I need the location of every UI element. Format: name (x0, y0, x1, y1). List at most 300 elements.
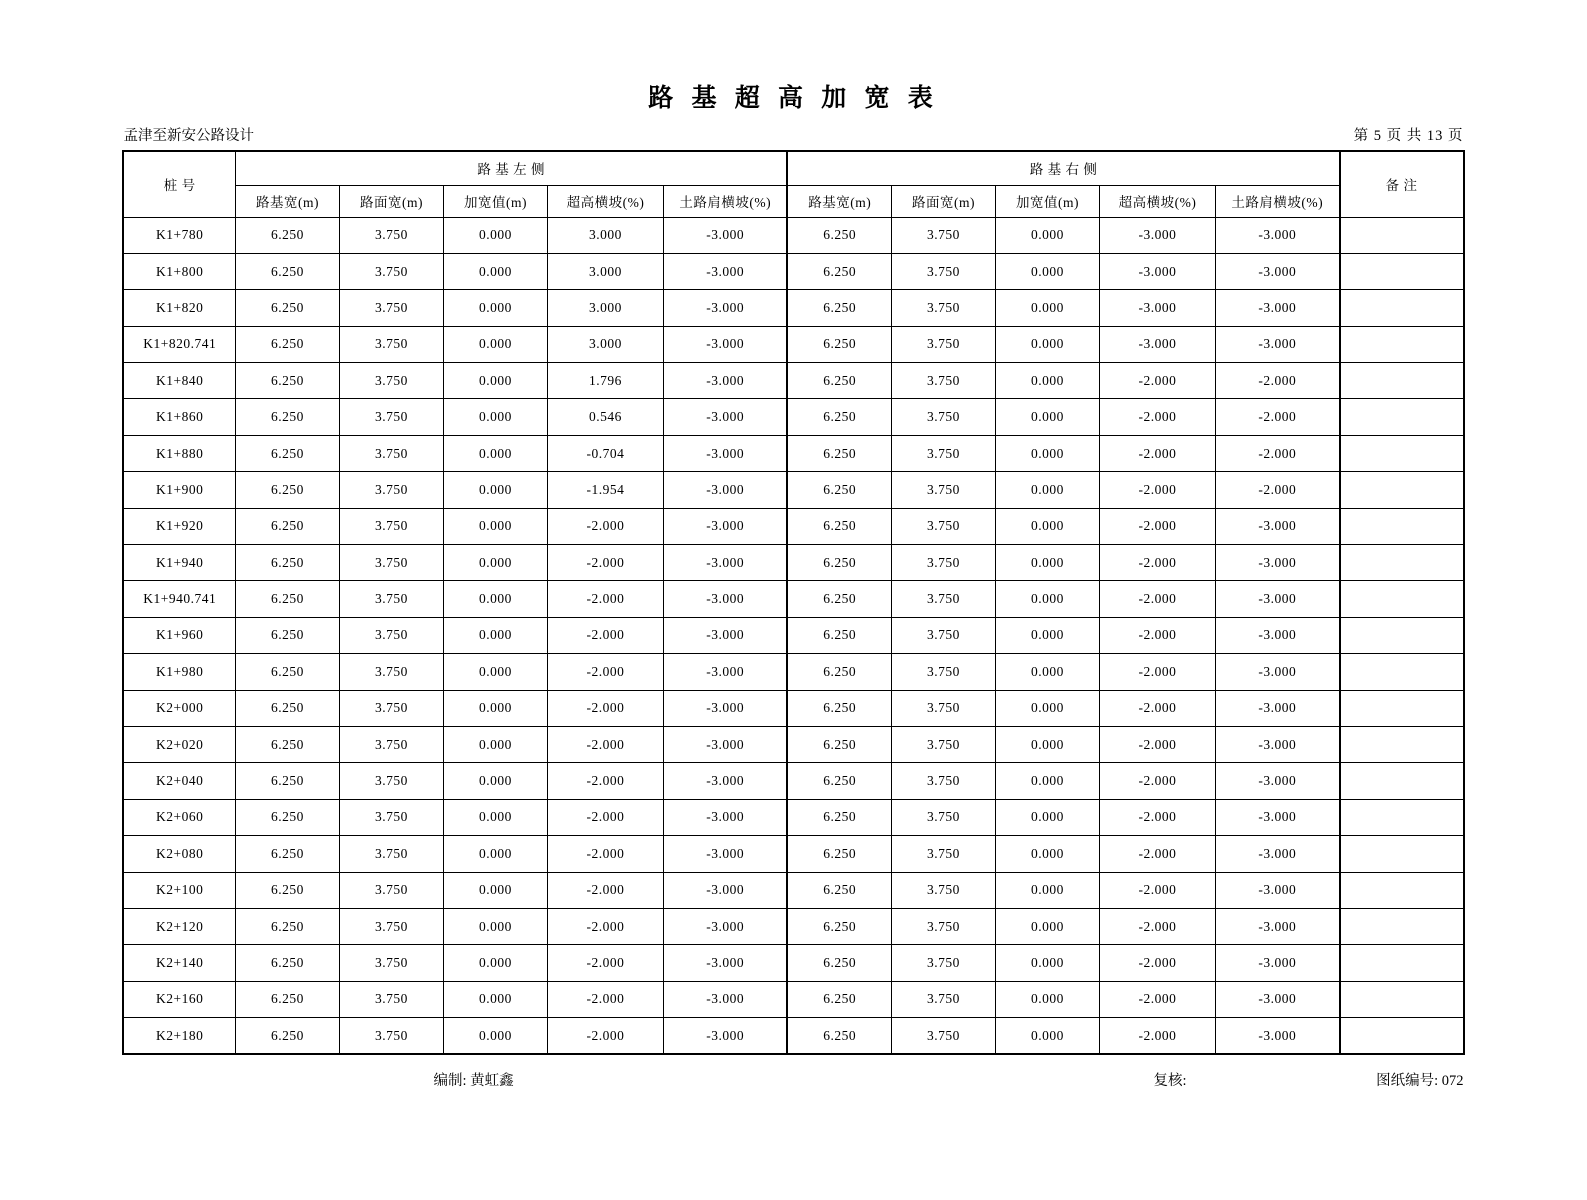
cell-right-2: 0.000 (995, 799, 1099, 835)
cell-stake: K1+900 (123, 472, 235, 508)
cell-left-1: 3.750 (339, 290, 443, 326)
cell-right-1: 3.750 (891, 908, 995, 944)
cell-left-4: -3.000 (663, 981, 787, 1017)
cell-left-2: 0.000 (443, 908, 547, 944)
cell-right-2: 0.000 (995, 217, 1099, 253)
cell-right-3: -2.000 (1099, 399, 1215, 435)
cell-stake: K2+080 (123, 836, 235, 872)
cell-left-0: 6.250 (235, 472, 339, 508)
cell-stake: K2+160 (123, 981, 235, 1017)
cell-right-2: 0.000 (995, 290, 1099, 326)
cell-right-4: -2.000 (1215, 472, 1339, 508)
cell-right-2: 0.000 (995, 253, 1099, 289)
cell-left-4: -3.000 (663, 545, 787, 581)
cell-left-2: 0.000 (443, 581, 547, 617)
cell-right-1: 3.750 (891, 799, 995, 835)
cell-right-1: 3.750 (891, 763, 995, 799)
cell-stake: K2+060 (123, 799, 235, 835)
cell-left-3: 3.000 (547, 217, 663, 253)
cell-left-4: -3.000 (663, 836, 787, 872)
cell-stake: K2+040 (123, 763, 235, 799)
cell-left-4: -3.000 (663, 872, 787, 908)
cell-right-3: -2.000 (1099, 726, 1215, 762)
cell-left-3: -2.000 (547, 763, 663, 799)
cell-left-1: 3.750 (339, 617, 443, 653)
cell-left-1: 3.750 (339, 363, 443, 399)
col-left-pavement-width: 路面宽(m) (339, 185, 443, 217)
cell-stake: K1+940.741 (123, 581, 235, 617)
table-row (123, 908, 1463, 944)
table-row (123, 399, 1463, 435)
cell-remark (1340, 799, 1464, 835)
cell-left-1: 3.750 (339, 508, 443, 544)
cell-left-1: 3.750 (339, 654, 443, 690)
cell-stake: K2+180 (123, 1018, 235, 1055)
cell-remark (1340, 908, 1464, 944)
cell-right-0: 6.250 (787, 763, 891, 799)
cell-left-1: 3.750 (339, 1018, 443, 1055)
document-page (0, 78, 1587, 1200)
cell-right-3: -2.000 (1099, 654, 1215, 690)
cell-right-1: 3.750 (891, 508, 995, 544)
cell-left-0: 6.250 (235, 690, 339, 726)
cell-left-2: 0.000 (443, 726, 547, 762)
table-group-header-left: 路 基 左 侧 (235, 151, 787, 185)
cell-left-2: 0.000 (443, 435, 547, 471)
cell-left-0: 6.250 (235, 617, 339, 653)
cell-left-1: 3.750 (339, 872, 443, 908)
cell-right-0: 6.250 (787, 290, 891, 326)
cell-left-2: 0.000 (443, 763, 547, 799)
cell-left-1: 3.750 (339, 763, 443, 799)
table-row (123, 545, 1463, 581)
cell-right-0: 6.250 (787, 435, 891, 471)
cell-remark (1340, 763, 1464, 799)
cell-right-1: 3.750 (891, 726, 995, 762)
cell-stake: K1+960 (123, 617, 235, 653)
cell-remark (1340, 472, 1464, 508)
cell-left-0: 6.250 (235, 545, 339, 581)
cell-right-0: 6.250 (787, 872, 891, 908)
cell-left-0: 6.250 (235, 908, 339, 944)
cell-right-2: 0.000 (995, 872, 1099, 908)
cell-right-3: -3.000 (1099, 290, 1215, 326)
table-row (123, 763, 1463, 799)
cell-left-3: -2.000 (547, 945, 663, 981)
table-row (123, 981, 1463, 1017)
cell-left-2: 0.000 (443, 253, 547, 289)
cell-left-0: 6.250 (235, 836, 339, 872)
cell-left-0: 6.250 (235, 253, 339, 289)
cell-left-4: -3.000 (663, 253, 787, 289)
cell-left-2: 0.000 (443, 472, 547, 508)
cell-left-2: 0.000 (443, 545, 547, 581)
cell-right-0: 6.250 (787, 363, 891, 399)
cell-left-3: 1.796 (547, 363, 663, 399)
cell-left-1: 3.750 (339, 435, 443, 471)
cell-left-1: 3.750 (339, 581, 443, 617)
cell-right-1: 3.750 (891, 326, 995, 362)
cell-left-0: 6.250 (235, 872, 339, 908)
cell-right-3: -2.000 (1099, 836, 1215, 872)
cell-left-3: -2.000 (547, 726, 663, 762)
cell-left-0: 6.250 (235, 654, 339, 690)
table-row (123, 472, 1463, 508)
cell-left-3: -2.000 (547, 981, 663, 1017)
cell-right-0: 6.250 (787, 217, 891, 253)
cell-right-1: 3.750 (891, 435, 995, 471)
cell-left-2: 0.000 (443, 945, 547, 981)
cell-left-4: -3.000 (663, 508, 787, 544)
cell-left-0: 6.250 (235, 326, 339, 362)
cell-left-1: 3.750 (339, 690, 443, 726)
cell-left-4: -3.000 (663, 399, 787, 435)
cell-left-2: 0.000 (443, 363, 547, 399)
cell-left-2: 0.000 (443, 1018, 547, 1055)
cell-remark (1340, 435, 1464, 471)
cell-right-2: 0.000 (995, 1018, 1099, 1055)
cell-stake: K1+920 (123, 508, 235, 544)
table-row (123, 726, 1463, 762)
cell-right-1: 3.750 (891, 872, 995, 908)
col-left-subgrade-width: 路基宽(m) (235, 185, 339, 217)
cell-left-1: 3.750 (339, 836, 443, 872)
cell-right-0: 6.250 (787, 581, 891, 617)
cell-stake: K2+020 (123, 726, 235, 762)
cell-stake: K2+100 (123, 872, 235, 908)
cell-left-3: 3.000 (547, 290, 663, 326)
table-row (123, 617, 1463, 653)
table-row (123, 654, 1463, 690)
cell-right-4: -3.000 (1215, 872, 1339, 908)
cell-right-3: -2.000 (1099, 908, 1215, 944)
cell-right-0: 6.250 (787, 836, 891, 872)
cell-right-2: 0.000 (995, 654, 1099, 690)
cell-remark (1340, 399, 1464, 435)
cell-left-0: 6.250 (235, 799, 339, 835)
cell-left-1: 3.750 (339, 981, 443, 1017)
cell-left-4: -3.000 (663, 617, 787, 653)
cell-left-1: 3.750 (339, 726, 443, 762)
cell-left-4: -3.000 (663, 290, 787, 326)
cell-right-4: -3.000 (1215, 908, 1339, 944)
cell-remark (1340, 326, 1464, 362)
cell-right-1: 3.750 (891, 217, 995, 253)
cell-right-2: 0.000 (995, 945, 1099, 981)
cell-stake: K1+820 (123, 290, 235, 326)
cell-right-1: 3.750 (891, 945, 995, 981)
cell-right-3: -2.000 (1099, 690, 1215, 726)
cell-right-0: 6.250 (787, 1018, 891, 1055)
page-title: 路 基 超 高 加 宽 表 (648, 85, 939, 112)
cell-left-2: 0.000 (443, 399, 547, 435)
cell-right-4: -3.000 (1215, 763, 1339, 799)
cell-left-0: 6.250 (235, 363, 339, 399)
cell-right-3: -2.000 (1099, 435, 1215, 471)
cell-right-2: 0.000 (995, 545, 1099, 581)
col-left-superelevation-slope: 超高横坡(%) (547, 185, 663, 217)
cell-stake: K2+000 (123, 690, 235, 726)
cell-right-2: 0.000 (995, 363, 1099, 399)
cell-remark (1340, 945, 1464, 981)
cell-left-0: 6.250 (235, 1018, 339, 1055)
cell-right-1: 3.750 (891, 1018, 995, 1055)
cell-right-4: -3.000 (1215, 617, 1339, 653)
cell-right-0: 6.250 (787, 945, 891, 981)
table-row (123, 326, 1463, 362)
table-row (123, 799, 1463, 835)
table-header-remark: 备 注 (1340, 151, 1464, 217)
cell-right-4: -3.000 (1215, 508, 1339, 544)
cell-left-4: -3.000 (663, 435, 787, 471)
cell-right-3: -2.000 (1099, 472, 1215, 508)
cell-left-3: 3.000 (547, 326, 663, 362)
cell-stake: K2+140 (123, 945, 235, 981)
cell-left-4: -3.000 (663, 690, 787, 726)
table-row (123, 217, 1463, 253)
cell-right-4: -2.000 (1215, 435, 1339, 471)
cell-right-2: 0.000 (995, 908, 1099, 944)
cell-left-1: 3.750 (339, 472, 443, 508)
cell-left-2: 0.000 (443, 981, 547, 1017)
cell-left-4: -3.000 (663, 654, 787, 690)
cell-remark (1340, 217, 1464, 253)
cell-stake: K1+980 (123, 654, 235, 690)
cell-left-0: 6.250 (235, 435, 339, 471)
cell-right-1: 3.750 (891, 581, 995, 617)
cell-left-0: 6.250 (235, 945, 339, 981)
cell-remark (1340, 545, 1464, 581)
cell-right-2: 0.000 (995, 836, 1099, 872)
cell-remark (1340, 654, 1464, 690)
cell-left-2: 0.000 (443, 872, 547, 908)
cell-right-3: -2.000 (1099, 945, 1215, 981)
cell-left-3: -2.000 (547, 690, 663, 726)
cell-left-4: -3.000 (663, 472, 787, 508)
cell-right-3: -3.000 (1099, 326, 1215, 362)
col-right-shoulder-slope: 土路肩横坡(%) (1215, 185, 1339, 217)
cell-right-4: -3.000 (1215, 726, 1339, 762)
cell-right-4: -3.000 (1215, 981, 1339, 1017)
col-left-widening-value: 加宽值(m) (443, 185, 547, 217)
cell-right-1: 3.750 (891, 545, 995, 581)
cell-left-2: 0.000 (443, 654, 547, 690)
cell-left-3: -2.000 (547, 1018, 663, 1055)
cell-left-3: 3.000 (547, 253, 663, 289)
cell-right-1: 3.750 (891, 399, 995, 435)
cell-right-2: 0.000 (995, 326, 1099, 362)
cell-remark (1340, 726, 1464, 762)
page-number-label: 第 5 页 共 13 页 (1353, 128, 1464, 144)
cell-right-1: 3.750 (891, 836, 995, 872)
cell-right-0: 6.250 (787, 908, 891, 944)
cell-right-3: -2.000 (1099, 581, 1215, 617)
project-label: 孟津至新安公路设计 (123, 128, 254, 144)
cell-left-4: -3.000 (663, 945, 787, 981)
cell-right-4: -3.000 (1215, 836, 1339, 872)
cell-right-3: -2.000 (1099, 545, 1215, 581)
cell-right-4: -3.000 (1215, 1018, 1339, 1055)
cell-right-2: 0.000 (995, 472, 1099, 508)
table-row (123, 253, 1463, 289)
cell-right-4: -3.000 (1215, 545, 1339, 581)
cell-left-0: 6.250 (235, 581, 339, 617)
cell-left-3: -2.000 (547, 654, 663, 690)
cell-right-4: -3.000 (1215, 654, 1339, 690)
cell-left-3: -0.704 (547, 435, 663, 471)
cell-right-0: 6.250 (787, 617, 891, 653)
cell-stake: K1+840 (123, 363, 235, 399)
cell-left-2: 0.000 (443, 617, 547, 653)
cell-left-4: -3.000 (663, 1018, 787, 1055)
cell-left-0: 6.250 (235, 290, 339, 326)
cell-left-2: 0.000 (443, 799, 547, 835)
cell-remark (1340, 508, 1464, 544)
cell-left-4: -3.000 (663, 363, 787, 399)
cell-right-2: 0.000 (995, 726, 1099, 762)
cell-right-1: 3.750 (891, 690, 995, 726)
cell-remark (1340, 617, 1464, 653)
cell-right-3: -2.000 (1099, 508, 1215, 544)
table-row (123, 872, 1463, 908)
cell-left-3: -2.000 (547, 581, 663, 617)
cell-right-4: -3.000 (1215, 326, 1339, 362)
cell-right-2: 0.000 (995, 763, 1099, 799)
table-row (123, 836, 1463, 872)
superelevation-widening-table (122, 150, 1464, 1055)
cell-right-0: 6.250 (787, 690, 891, 726)
cell-right-2: 0.000 (995, 617, 1099, 653)
cell-left-1: 3.750 (339, 908, 443, 944)
cell-right-2: 0.000 (995, 399, 1099, 435)
cell-remark (1340, 363, 1464, 399)
cell-right-4: -2.000 (1215, 363, 1339, 399)
cell-right-4: -3.000 (1215, 217, 1339, 253)
cell-right-0: 6.250 (787, 472, 891, 508)
cell-right-0: 6.250 (787, 508, 891, 544)
table-header-stake: 桩 号 (123, 151, 235, 217)
cell-left-4: -3.000 (663, 726, 787, 762)
cell-remark (1340, 581, 1464, 617)
cell-left-1: 3.750 (339, 545, 443, 581)
cell-left-4: -3.000 (663, 581, 787, 617)
cell-left-2: 0.000 (443, 836, 547, 872)
table-body (123, 217, 1463, 1054)
cell-left-0: 6.250 (235, 508, 339, 544)
table-row (123, 690, 1463, 726)
subheader (124, 124, 1464, 144)
cell-remark (1340, 290, 1464, 326)
cell-stake: K1+780 (123, 217, 235, 253)
cell-stake: K2+120 (123, 908, 235, 944)
cell-left-2: 0.000 (443, 217, 547, 253)
cell-right-1: 3.750 (891, 617, 995, 653)
cell-stake: K1+860 (123, 399, 235, 435)
cell-right-4: -3.000 (1215, 945, 1339, 981)
cell-right-3: -2.000 (1099, 763, 1215, 799)
table-row (123, 581, 1463, 617)
cell-right-2: 0.000 (995, 508, 1099, 544)
col-right-pavement-width: 路面宽(m) (891, 185, 995, 217)
cell-right-1: 3.750 (891, 472, 995, 508)
cell-left-4: -3.000 (663, 908, 787, 944)
col-left-shoulder-slope: 土路肩横坡(%) (663, 185, 787, 217)
cell-right-1: 3.750 (891, 290, 995, 326)
table-row (123, 435, 1463, 471)
cell-right-2: 0.000 (995, 981, 1099, 1017)
cell-right-0: 6.250 (787, 726, 891, 762)
cell-left-3: -1.954 (547, 472, 663, 508)
footer (124, 1069, 1464, 1089)
cell-left-3: -2.000 (547, 908, 663, 944)
cell-right-4: -3.000 (1215, 290, 1339, 326)
cell-left-1: 3.750 (339, 945, 443, 981)
cell-right-3: -2.000 (1099, 872, 1215, 908)
cell-right-3: -3.000 (1099, 217, 1215, 253)
cell-left-2: 0.000 (443, 508, 547, 544)
cell-right-0: 6.250 (787, 545, 891, 581)
cell-left-1: 3.750 (339, 253, 443, 289)
col-right-widening-value: 加宽值(m) (995, 185, 1099, 217)
table-row (123, 363, 1463, 399)
cell-left-3: -2.000 (547, 872, 663, 908)
footer-drawing-number: 图纸编号: 072 (1376, 1073, 1464, 1090)
cell-right-3: -3.000 (1099, 253, 1215, 289)
cell-right-0: 6.250 (787, 799, 891, 835)
footer-reviewer: 复核: (1153, 1073, 1187, 1090)
footer-author: 编制: 黄虹鑫 (433, 1073, 514, 1090)
cell-left-3: -2.000 (547, 836, 663, 872)
table-row (123, 945, 1463, 981)
cell-right-2: 0.000 (995, 435, 1099, 471)
cell-right-3: -2.000 (1099, 617, 1215, 653)
cell-left-1: 3.750 (339, 799, 443, 835)
cell-left-3: -2.000 (547, 545, 663, 581)
cell-left-0: 6.250 (235, 763, 339, 799)
cell-remark (1340, 690, 1464, 726)
cell-left-3: -2.000 (547, 508, 663, 544)
cell-stake: K1+940 (123, 545, 235, 581)
cell-left-3: -2.000 (547, 799, 663, 835)
col-right-superelevation-slope: 超高横坡(%) (1099, 185, 1215, 217)
cell-right-2: 0.000 (995, 581, 1099, 617)
cell-left-0: 6.250 (235, 726, 339, 762)
table-row (123, 1018, 1463, 1055)
cell-right-0: 6.250 (787, 654, 891, 690)
cell-right-0: 6.250 (787, 981, 891, 1017)
table-group-header-right: 路 基 右 侧 (787, 151, 1339, 185)
cell-right-2: 0.000 (995, 690, 1099, 726)
cell-right-0: 6.250 (787, 326, 891, 362)
cell-right-4: -3.000 (1215, 581, 1339, 617)
cell-stake: K1+880 (123, 435, 235, 471)
cell-right-3: -2.000 (1099, 799, 1215, 835)
cell-remark (1340, 872, 1464, 908)
cell-left-1: 3.750 (339, 399, 443, 435)
cell-left-4: -3.000 (663, 799, 787, 835)
cell-right-1: 3.750 (891, 363, 995, 399)
cell-left-1: 3.750 (339, 326, 443, 362)
cell-stake: K1+800 (123, 253, 235, 289)
cell-right-4: -3.000 (1215, 799, 1339, 835)
cell-remark (1340, 836, 1464, 872)
cell-right-0: 6.250 (787, 399, 891, 435)
cell-left-4: -3.000 (663, 217, 787, 253)
cell-right-3: -2.000 (1099, 1018, 1215, 1055)
cell-left-0: 6.250 (235, 981, 339, 1017)
cell-left-4: -3.000 (663, 326, 787, 362)
cell-right-4: -3.000 (1215, 253, 1339, 289)
